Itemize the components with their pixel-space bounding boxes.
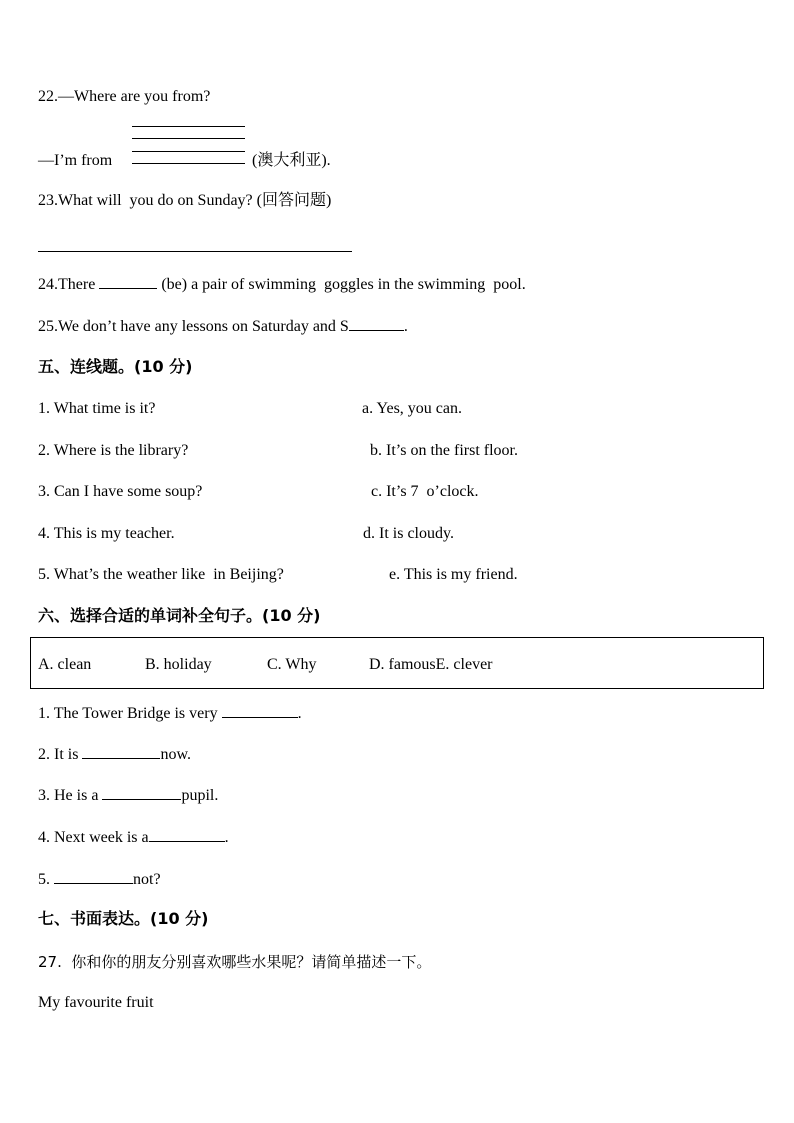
- option-a: A. clean: [38, 656, 92, 673]
- option-d-e: D. famousE. clever: [369, 656, 493, 673]
- section7-starter: My favourite fruit: [38, 994, 154, 1011]
- section6-title: 六、选择合适的单词补全句子。(10 分): [38, 606, 321, 625]
- q24-sentence: [38, 274, 526, 295]
- q25-prefix: 25.We don’t have any lessons on Saturday and S: [38, 318, 349, 335]
- fill-3-blank[interactable]: [102, 785, 181, 800]
- fill-2-blank[interactable]: [82, 744, 160, 759]
- option-b: B. holiday: [145, 656, 212, 673]
- fill-4-prefix: 4. Next week is a: [38, 829, 149, 846]
- q25-sentence: [38, 316, 408, 337]
- fill-5-prefix: 5.: [38, 871, 54, 888]
- fill-sentence-3: [38, 785, 218, 806]
- q25-blank[interactable]: [349, 316, 404, 331]
- fill-5-blank[interactable]: [54, 869, 133, 884]
- match-right-c: c. It’s 7 o’clock.: [371, 483, 479, 500]
- option-c: C. Why: [267, 656, 317, 673]
- fill-1-suffix: .: [297, 705, 302, 722]
- q24-suffix: (be) a pair of swimming goggles in the swimming pool.: [161, 276, 526, 293]
- match-left-1: 1. What time is it?: [38, 400, 156, 417]
- match-left-4: 4. This is my teacher.: [38, 525, 175, 542]
- match-left-3: 3. Can I have some soup?: [38, 483, 203, 500]
- fill-1-blank[interactable]: [222, 703, 298, 718]
- fill-1-prefix: 1. The Tower Bridge is very: [38, 705, 222, 722]
- fill-sentence-4: [38, 827, 229, 848]
- fill-4-suffix: .: [224, 829, 229, 846]
- q24-prefix: 24.There: [38, 276, 96, 293]
- q22-question: 22.—Where are you from?: [38, 88, 211, 105]
- fill-sentence-2: [38, 744, 191, 765]
- match-right-b: b. It’s on the first floor.: [370, 442, 518, 459]
- match-left-2: 2. Where is the library?: [38, 442, 189, 459]
- fill-2-suffix: now.: [160, 746, 191, 763]
- section7-prompt: 27. 你和你的朋友分别喜欢哪些水果呢？请简单描述一下。: [38, 953, 432, 971]
- fill-sentence-1: [38, 703, 302, 724]
- section5-title: 五、连线题。(10 分): [38, 357, 193, 376]
- q23-answer-line[interactable]: [38, 251, 352, 252]
- match-left-5: 5. What’s the weather like in Beijing?: [38, 566, 284, 583]
- match-right-e: e. This is my friend.: [389, 566, 518, 583]
- fill-2-prefix: 2. It is: [38, 746, 83, 763]
- q22-hint: (澳大利亚).: [252, 152, 331, 169]
- fill-4-blank[interactable]: [149, 827, 225, 842]
- fill-3-suffix: pupil.: [181, 787, 219, 804]
- fill-5-suffix: not?: [133, 871, 161, 888]
- q24-blank[interactable]: [99, 274, 157, 289]
- q25-suffix: .: [403, 318, 408, 335]
- match-right-a: a. Yes, you can.: [362, 400, 462, 417]
- section7-title: 七、书面表达。(10 分): [38, 909, 209, 928]
- fill-sentence-5: [38, 869, 161, 890]
- fill-3-prefix: 3. He is a: [38, 787, 103, 804]
- match-right-d: d. It is cloudy.: [363, 525, 454, 542]
- q22-answer-prefix: —I’m from: [38, 152, 113, 169]
- q23-question: 23.What will you do on Sunday? (回答问题): [38, 192, 332, 209]
